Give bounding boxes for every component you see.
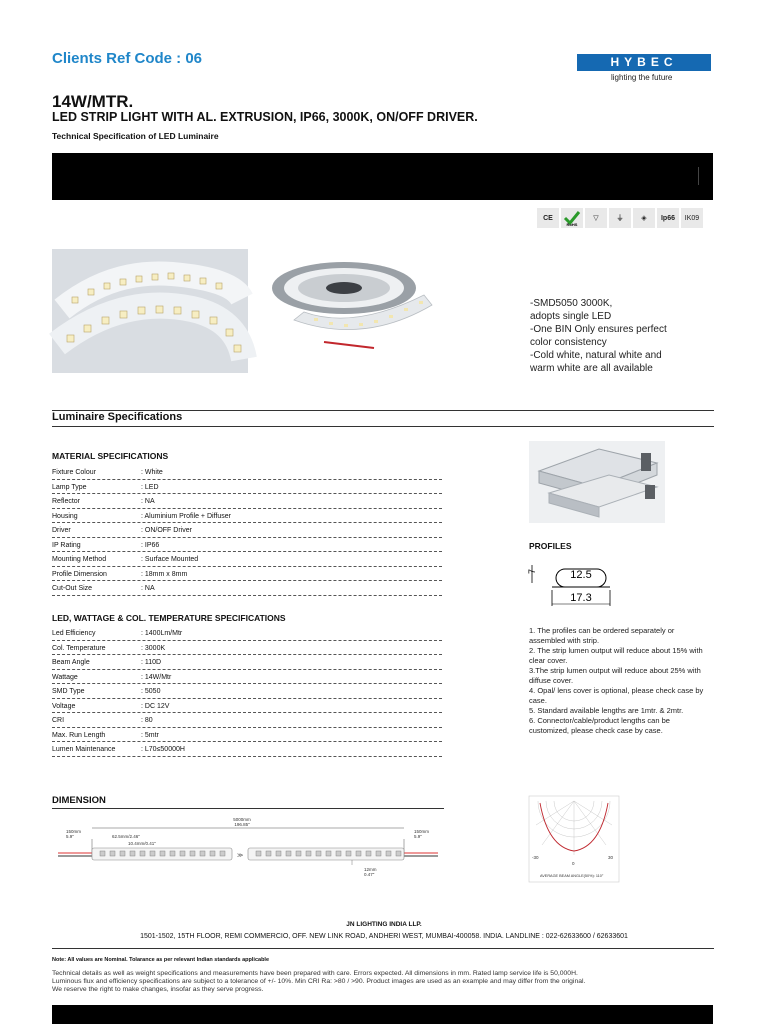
table-row (52, 552, 442, 567)
profile-note: 4. Opal/ lens cover is optional, please check case by case. (529, 686, 704, 705)
profile-cross-section-diagram (527, 561, 620, 608)
spec-value: : 5mtr (141, 731, 159, 739)
table-row (52, 728, 442, 743)
section-rule-bottom (52, 426, 714, 427)
feature-line: -SMD5050 3000K, (530, 298, 613, 309)
profile-inner-width: 12.5 (570, 569, 592, 581)
lead-left-mm: 150mm (66, 829, 82, 834)
header-black-bar (52, 153, 713, 200)
spec-key: CRI (52, 717, 65, 724)
strip-dimension-drawing (52, 815, 444, 880)
total-length-in: 196.85" (234, 822, 250, 827)
profile-notes (529, 626, 704, 736)
table-row (52, 581, 442, 596)
diamond-icon: ◈ (633, 208, 655, 228)
spec-value: : LED (141, 483, 159, 491)
polar-left-label: -30 (532, 855, 539, 860)
company-address: 1501-1502, 15TH FLOOR, REMI COMMERCIO, OFF. NEW LINK ROAD, ANDHERI WEST, MUMBAI-400058. INDIA. LANDLINE : 022-62633600 / 62633601 (140, 933, 628, 940)
spec-value: : L70≤50000H (141, 746, 185, 753)
logo-wordmark: HYBEC (577, 54, 711, 71)
table-row (52, 742, 442, 757)
feature-line: -Cold white, natural white and (530, 350, 662, 361)
table-row (52, 713, 442, 728)
polar-light-distribution-diagram (528, 795, 620, 883)
spec-key: Reflector (52, 498, 81, 505)
spec-value: : White (141, 469, 163, 476)
profile-outer-width: 17.3 (570, 592, 592, 604)
spec-subtitle: Technical Specification of LED Luminaire (52, 131, 219, 141)
led-specs-title: LED, WATTAGE & COL. TEMPERATURE SPECIFICATIONS (52, 613, 286, 623)
table-row (52, 480, 442, 495)
table-row (52, 523, 442, 538)
feature-line: adopts single LED (530, 311, 612, 322)
logo-tagline: lighting the future (611, 73, 673, 82)
product-title: LED STRIP LIGHT WITH AL. EXTRUSION, IP66, 3000K, ON/OFF DRIVER. (52, 110, 478, 124)
spec-value: : IP66 (141, 541, 160, 549)
spec-value: : Surface Mounted (141, 556, 199, 563)
disclaimer-line: Technical details as well as weight specifications and measurements have been prepared with care. Errors expected. All dimensions in mm. Rated lamp service life is 50,000H. (52, 970, 578, 977)
table-row (52, 509, 442, 524)
wattage-heading: 14W/MTR. (52, 92, 134, 111)
svg-text:RoHS: RoHS (566, 222, 578, 227)
profile-note: 5. Standard available lengths are 1mtr. & 2mtr. (529, 706, 684, 715)
strip-width-mm: 12mm (364, 867, 377, 872)
spec-key: Mounting Method (52, 556, 107, 563)
led-strip-closeup-image (52, 249, 248, 373)
table-row (52, 641, 442, 656)
spec-key: Lamp Type (52, 483, 87, 491)
earth-icon: ⏚ (609, 208, 631, 228)
table-row (52, 538, 442, 553)
table-row (52, 626, 442, 641)
led-strip-reel-image (264, 250, 440, 360)
spec-key: Led Efficiency (52, 630, 96, 637)
spec-key: Lumen Maintenance (52, 746, 116, 753)
table-row (52, 465, 442, 480)
spec-key: Wattage (52, 673, 78, 681)
table-row (52, 655, 442, 670)
spec-value: : ON/OFF Driver (141, 527, 192, 534)
spec-value: : 1400Lm/Mtr (141, 630, 183, 637)
table-row (52, 567, 442, 582)
footer-rule (52, 948, 714, 949)
profile-note: 2. The strip lumen output will reduce about 15% with clear cover. (529, 646, 703, 665)
spec-value: : 3000K (141, 644, 166, 652)
tolerance-note: Note: All values are Nominal. Tolarance as per relevant Indian standards applicable (52, 957, 270, 963)
disclaimer-line: We reserve the right to make changes, insofar as they serve progress. (52, 986, 264, 993)
company-name: JN LIGHTING INDIA LLP. (346, 921, 422, 928)
polar-caption: AVERAGE BEAM ANGLE(50%): 110° (540, 874, 604, 878)
polar-right-label: 30 (608, 855, 614, 860)
spec-value: : 80 (141, 717, 153, 724)
lead-left-in: 5.9" (66, 834, 74, 839)
spec-value: : Aluminium Profile + Diffuser (141, 512, 231, 520)
rohs-check-icon (561, 208, 583, 228)
total-length-mm: 5000mm (233, 817, 251, 822)
led-specs-table (52, 626, 442, 757)
spec-key: SMD Type (52, 688, 85, 695)
spec-value: : DC 12V (141, 702, 170, 710)
ce-mark-icon: CE (537, 208, 559, 228)
spec-value: : 5050 (141, 688, 161, 695)
spec-value: : 18mm x 8mm (141, 570, 188, 578)
spec-key: Profile Dimension (52, 570, 107, 578)
feature-line: color consistency (530, 337, 607, 348)
lead-right-mm: 150mm (414, 829, 430, 834)
strip-width-in: 0.47" (364, 872, 375, 877)
feature-line: -One BIN Only ensures perfect (530, 324, 667, 335)
table-row (52, 670, 442, 685)
spec-key: IP Rating (52, 541, 81, 549)
spec-key: Fixture Colour (52, 469, 96, 476)
triangle-icon: ▽ (585, 208, 607, 228)
aluminium-profile-image (529, 441, 665, 523)
spec-key: Col. Temperature (52, 644, 106, 652)
spec-value: : 110D (141, 659, 162, 666)
led-pitch: 10.4mm/0.41" (128, 841, 156, 846)
material-specs-title: MATERIAL SPECIFICATIONS (52, 451, 169, 461)
segment-length: 62.5mm/2.46" (112, 834, 140, 839)
profiles-title: PROFILES (529, 541, 572, 551)
profile-height-label: 7 (527, 568, 537, 574)
table-row (52, 699, 442, 714)
spec-key: Cut-Out Size (52, 585, 93, 592)
table-row (52, 494, 442, 509)
disclaimer-line: Luminous flux and efficiency specifications are subject to a tolerance of +/- 10%. Min CRI Ra: >80 / >90. Product images are used as an example and may differ from the original. (52, 978, 586, 985)
table-row (52, 684, 442, 699)
spec-key: Max. Run Length (52, 731, 106, 739)
spec-key: Driver (52, 527, 71, 534)
material-specs-table (52, 465, 442, 596)
client-ref-code: Clients Ref Code : 06 (52, 50, 203, 67)
spec-value: : NA (141, 585, 155, 592)
polar-center-label: 0 (572, 861, 575, 866)
dimension-title: DIMENSION (52, 795, 106, 806)
spec-key: Beam Angle (52, 659, 90, 666)
disclaimer-text (52, 970, 707, 994)
spec-value: : NA (141, 498, 155, 505)
profile-note: 1. The profiles can be ordered separately or assembled with strip. (529, 626, 675, 645)
dimension-rule (52, 808, 444, 809)
certification-icons (537, 208, 703, 228)
feature-list (530, 297, 720, 375)
spec-key: Voltage (52, 702, 76, 710)
profile-note: 3.The strip lumen output will reduce about 25% with diffuse cover. (529, 666, 701, 685)
svg-text:≫: ≫ (237, 853, 244, 859)
footer-black-bar (52, 1005, 713, 1024)
hybec-logo (577, 54, 711, 84)
profile-note: 6. Connector/cable/product lengths can be customized, please check case by case. (529, 716, 670, 735)
lead-right-in: 5.9" (414, 834, 422, 839)
feature-line: warm white are all available (530, 363, 653, 374)
spec-key: Housing (52, 512, 78, 520)
ik09-icon: IK09 (681, 208, 703, 228)
spec-value: : 14W/Mtr (141, 673, 172, 681)
luminaire-specs-title: Luminaire Specifications (52, 411, 183, 423)
ip66-icon: Ip66 (657, 208, 679, 228)
